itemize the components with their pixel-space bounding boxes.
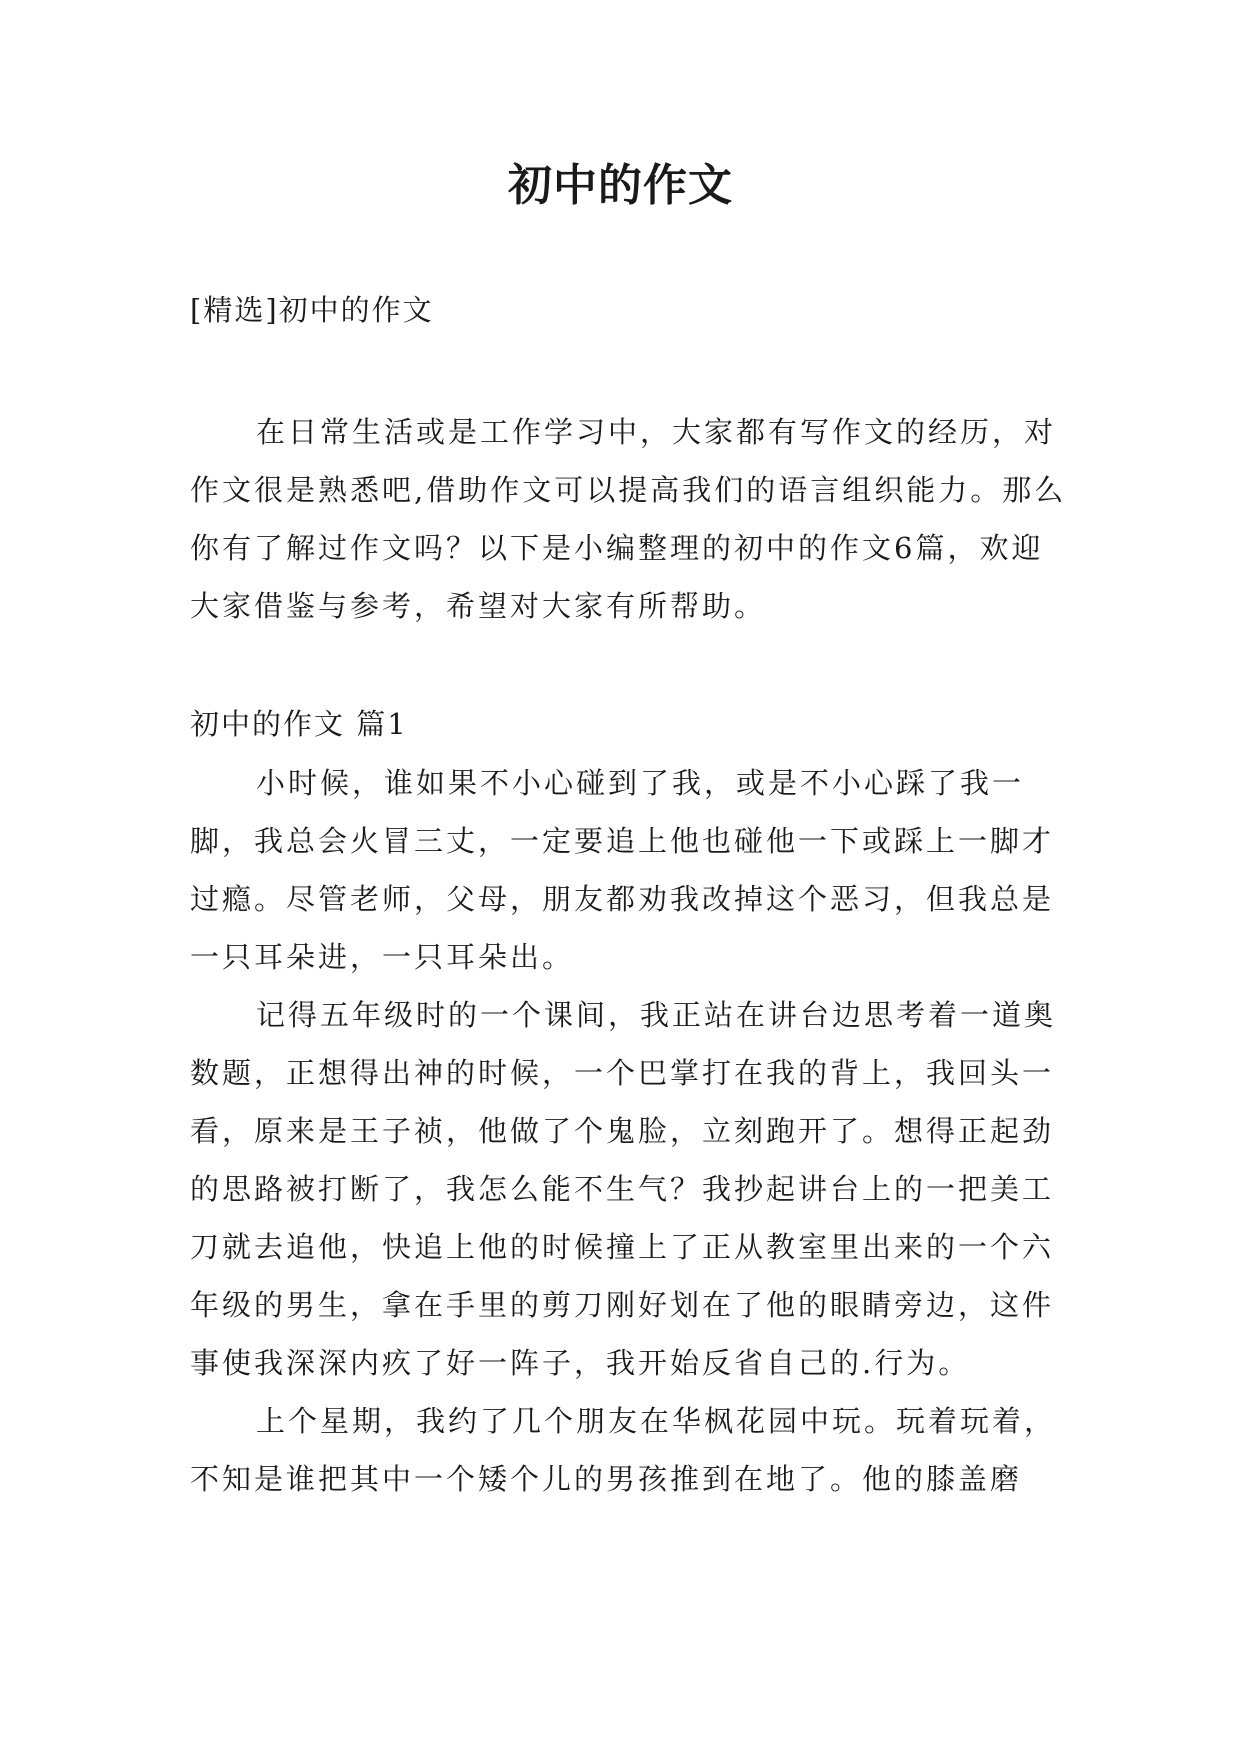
document-title: 初中的作文 [508, 160, 733, 211]
essay-paragraph: 小时候，谁如果不小心碰到了我，或是不小心踩了我一脚，我总会火冒三丈，一定要追上他也碰他一下或踩上一脚才过瘾。尽管老师，父母，朋友都劝我改掉这个恶习，但我总是一只耳朵进，一只耳朵出。 [190, 766, 1055, 974]
intro-paragraph: 在日常生活或是工作学习中，大家都有写作文的经历，对作文很是熟悉吧,借助作文可以提高我们的语言组织能力。那么你有了解过作文吗？以下是小编整理的初中的作文6篇，欢迎大家借鉴与参考，希望对大家有所帮助。 [190, 415, 1067, 623]
document-subtitle: [精选]初中的作文 [190, 293, 434, 327]
section-heading: 初中的作文 篇1 [190, 707, 408, 741]
essay-body [190, 754, 1060, 1508]
essay-paragraph: 上个星期，我约了几个朋友在华枫花园中玩。玩着玩着，不知是谁把其中一个矮个儿的男孩推到在地了。他的膝盖磨 [190, 1404, 1057, 1496]
essay-paragraph: 记得五年级时的一个课间，我正站在讲台边思考着一道奥数题，正想得出神的时候，一个巴掌打在我的背上，我回头一看，原来是王子祯，他做了个鬼脸，立刻跑开了。想得正起劲的思路被打断了，我怎么能不生气？我抄起讲台上的一把美工刀就去追他，快追上他的时候撞上了正从教室里出来的一个六年级的男生，拿在手里的剪刀刚好划在了他的眼睛旁边，这件事使我深深内疚了好一阵子，我开始反省自己的.行为。 [190, 998, 1057, 1380]
